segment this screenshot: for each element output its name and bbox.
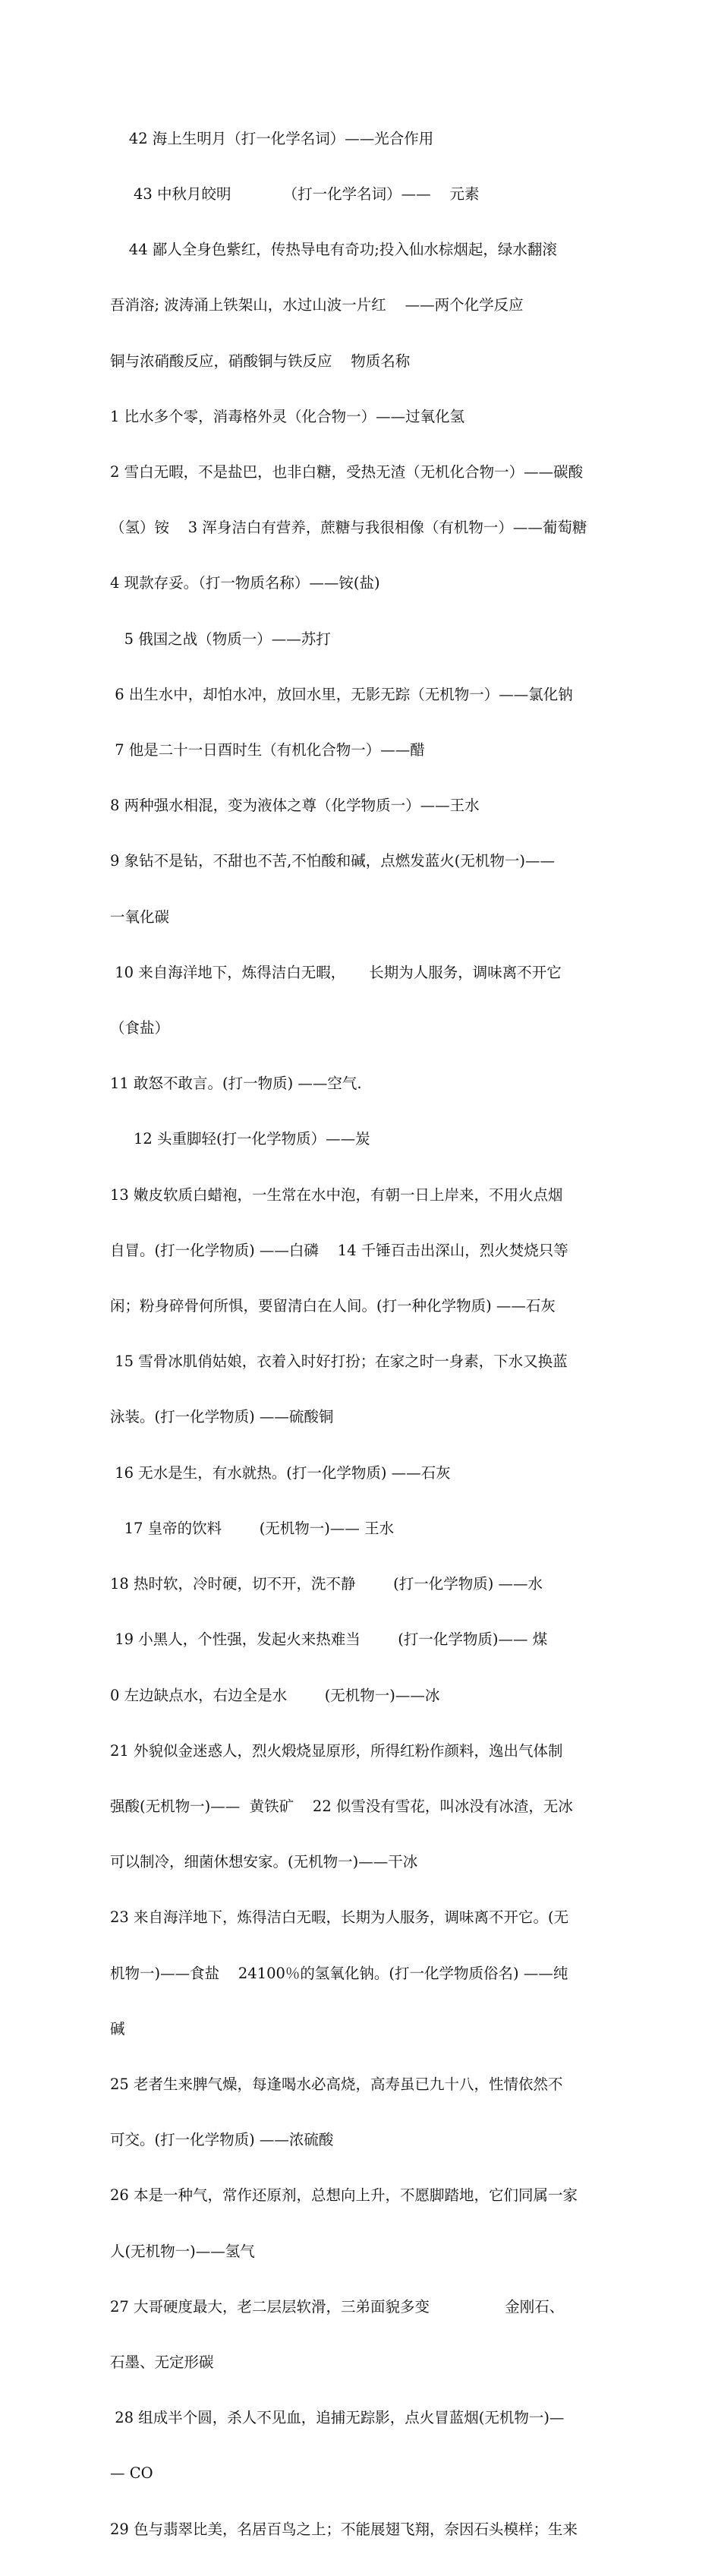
- text-line: 23 来自海洋地下，炼得洁白无暇，长期为人服务，调味离不开它。(无: [110, 1908, 569, 1927]
- text-line: 18 热时软，冷时硬，切不开，洗不静 (打一化学物质) ——水: [110, 1575, 543, 1593]
- text-line: 可以制冷，细菌休想安家。(无机物一)——干冰: [110, 1853, 418, 1871]
- text-line: 人(无机物一)——氢气: [110, 2242, 255, 2260]
- text-line: 26 本是一种气，常作还原剂，总想向上升，不愿脚踏地，它们同属一家: [110, 2186, 578, 2205]
- text-line: 2 雪白无暇，不是盐巴，也非白糖，受热无渣（无机化合物一）——碳酸: [110, 463, 584, 481]
- text-line: 闲；粉身碎骨何所惧，要留清白在人间。(打一种化学物质) ——石灰: [110, 1297, 556, 1315]
- text-line: 1 比水多个零，消毒格外灵（化合物一）——过氧化氢: [110, 407, 465, 425]
- text-line: 44 鄙人全身色紫红，传热导电有奇功;投入仙水棕烟起，绿水翻滚: [110, 241, 557, 259]
- text-line: 0 左边缺点水，右边全是水 (无机物一)——冰: [110, 1686, 440, 1704]
- text-line: 13 嫩皮软质白蜡袍，一生常在水中泡，有朝一日上岸来，不用火点烟: [110, 1185, 563, 1204]
- text-line: 19 小黑人，个性强，发起火来热难当 (打一化学物质)—— 煤: [110, 1631, 548, 1649]
- text-line: 强酸(无机物一)—— 黄铁矿 22 似雪没有雪花，叫冰没有冰渣，无冰: [110, 1797, 573, 1815]
- riddle-text-block: [110, 93, 619, 2576]
- text-line: 25 老者生来脾气燥，每逢喝水必高烧，高寿虽已九十八，性情依然不: [110, 2075, 563, 2093]
- text-line: 7 他是二十一日酉时生（有机化合物一）——醋: [110, 741, 425, 759]
- text-line: 27 大哥硬度最大，老二层层软滑，三弟面貌多变 金刚石、: [110, 2297, 565, 2316]
- text-line: 21 外貌似金迷惑人，烈火煅烧显原形，所得红粉作颜料，逸出气体制: [110, 1741, 563, 1760]
- text-line: 泳装。(打一化学物质) ——硫酸铜: [110, 1408, 334, 1426]
- text-line: 吾消溶; 波涛涌上铁架山，水过山波一片红 ——两个化学反应: [110, 296, 524, 314]
- text-line: 4 现款存妥。（打一物质名称）——铵(盐): [110, 574, 380, 592]
- text-line: 可交。(打一化学物质) ——浓硫酸: [110, 2131, 334, 2149]
- text-line: 9 象钻不是钻，不甜也不苦,不怕酸和碱，点燃发蓝火(无机物一)——: [110, 852, 556, 870]
- text-line: 10 来自海洋地下，炼得洁白无暇， 长期为人服务，调味离不开它: [110, 963, 562, 981]
- text-line: 碱: [110, 2019, 125, 2038]
- text-line: 15 雪骨冰肌俏姑娘，衣着入时好打扮；在家之时一身素，下水又换蓝: [110, 1353, 568, 1371]
- text-line: 自冒。(打一化学物质) ——白磷 14 千锤百击出深山，烈火焚烧只等: [110, 1241, 568, 1259]
- text-line: （食盐）: [110, 1019, 170, 1037]
- text-line: （氢）铵 3 浑身洁白有营养，蔗糖与我很相像（有机物一）——葡萄糖: [110, 519, 587, 537]
- text-line: 5 俄国之战（物质一）——苏打: [110, 630, 331, 648]
- text-line: 机物一)——食盐 24100％的氢氧化钠。(打一化学物质俗名) ——纯: [110, 1964, 568, 1982]
- text-line: — CO: [110, 2464, 153, 2483]
- text-line: 29 色与翡翠比美，名居百鸟之上；不能展翅飞翔，奈因石头模样；生来: [110, 2520, 578, 2538]
- text-line: 17 皇帝的饮料 (无机物一)—— 王水: [110, 1519, 395, 1537]
- text-line: 6 出生水中，却怕水冲，放回水里，无影无踪（无机物一）——氯化钠: [110, 685, 573, 703]
- text-line: 28 组成半个圆，杀人不见血，追捕无踪影，点火冒蓝烟(无机物一)—: [110, 2409, 565, 2427]
- text-line: 42 海上生明月（打一化学名词）——光合作用: [110, 129, 434, 147]
- text-line: 铜与浓硝酸反应，硝酸铜与铁反应 物质名称: [110, 352, 411, 370]
- text-line: 一氧化碳: [110, 908, 170, 926]
- text-line: 12 头重脚轻(打一化学物质）——炭: [110, 1130, 370, 1148]
- text-line: 43 中秋月皎明 （打一化学名词）—— 元素: [110, 185, 480, 204]
- text-line: 石墨、无定形碳: [110, 2353, 214, 2371]
- text-line: 16 无水是生，有水就热。(打一化学物质) ——石灰: [110, 1463, 451, 1482]
- text-line: 8 两种强水相混，变为液体之尊（化学物质一）——王水: [110, 797, 480, 815]
- text-line: 11 敢怒不敢言。(打一物质) ——空气.: [110, 1075, 362, 1093]
